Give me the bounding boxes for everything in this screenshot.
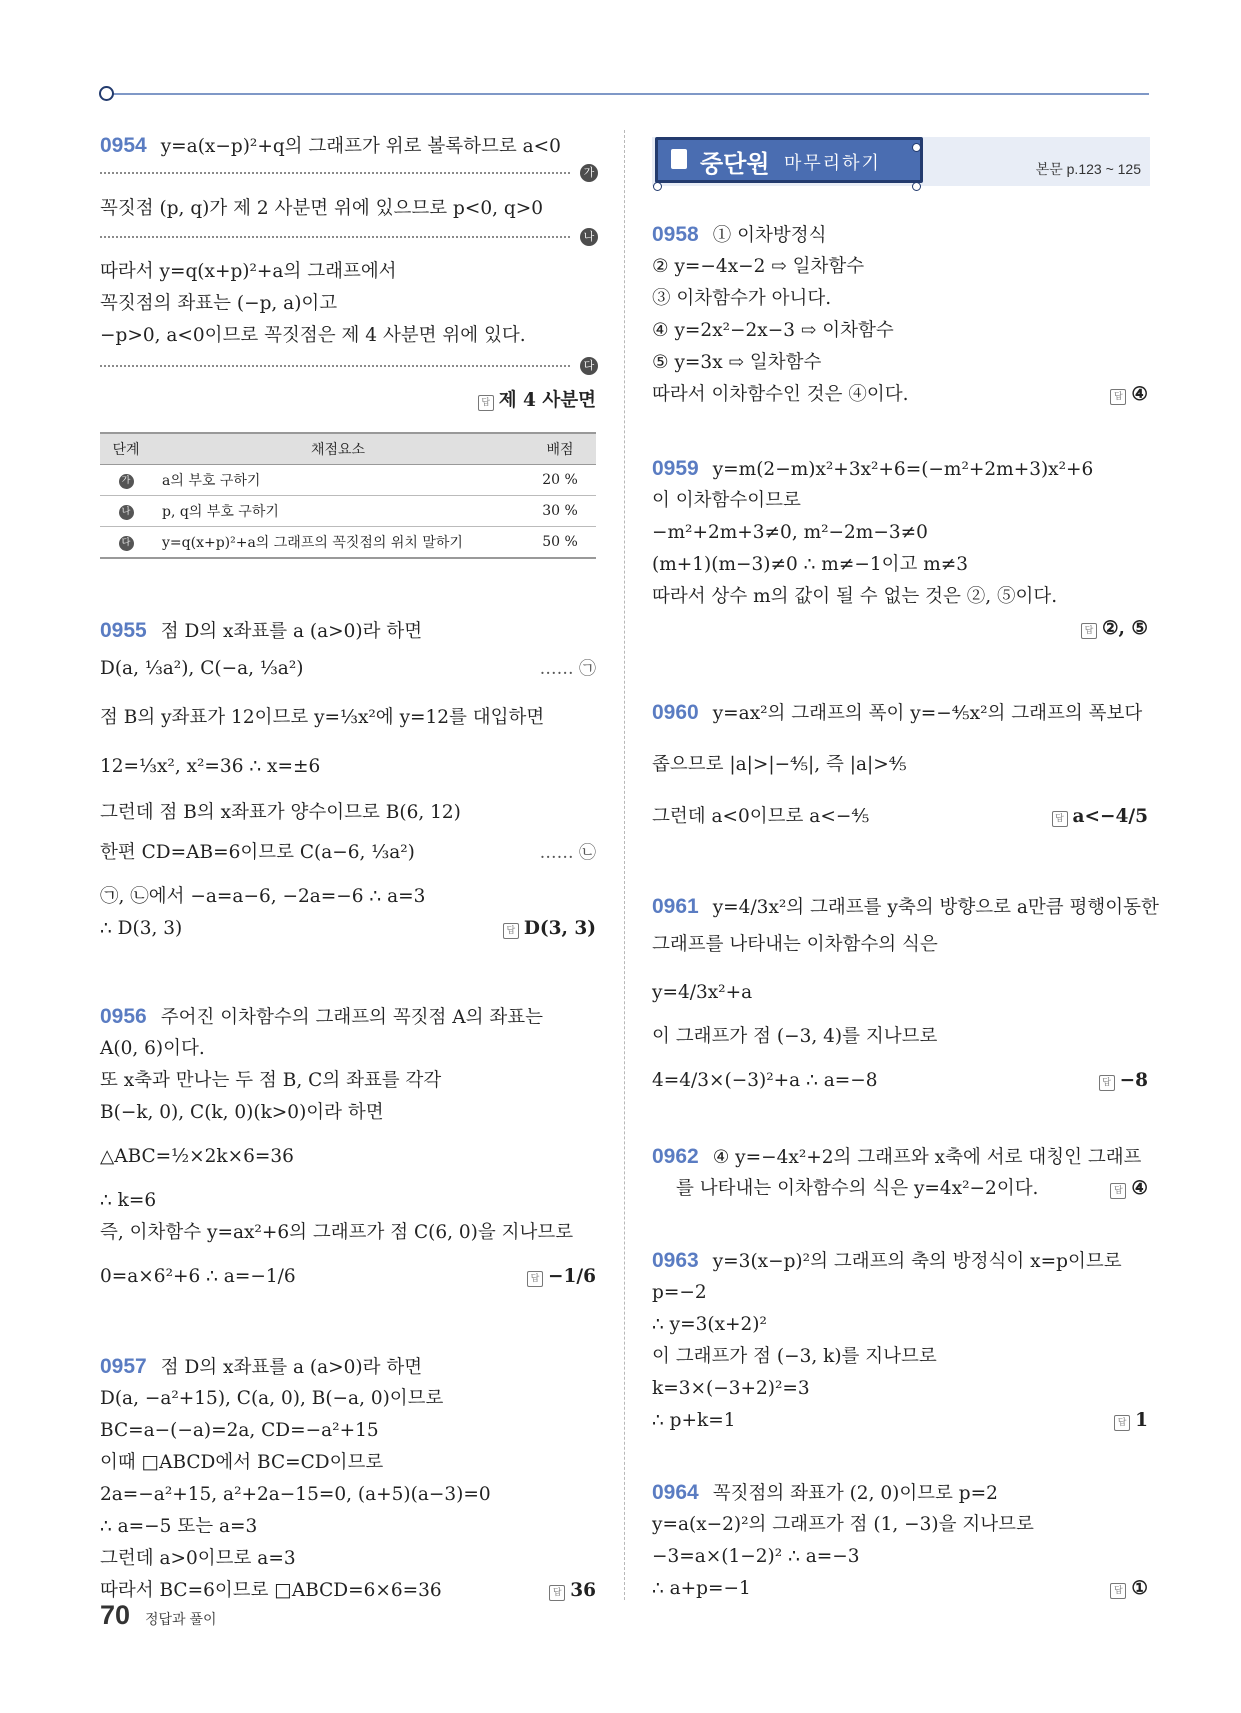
problem-number: 0963: [652, 1249, 699, 1272]
answer-mark-icon: 답: [478, 395, 494, 411]
problem-number: 0962: [652, 1145, 699, 1168]
problem-0957-line7: 그런데 a>0이므로 a=3: [100, 1548, 296, 1569]
problem-0955-line7: ㉠, ㉡에서 −a=a−6, −2a=−6 ∴ a=3: [100, 886, 426, 907]
answer-mark-icon: 답: [1052, 811, 1068, 827]
problem-0956-line1: 0956 주어진 이차함수의 그래프의 꼭짓점 A의 좌표는: [100, 1005, 544, 1028]
problem-0962-line2: 를 나타내는 이차함수의 식은 y=4x²−2이다.: [676, 1178, 1039, 1199]
answer-0958: 답 ④: [1110, 382, 1148, 408]
problem-0954-line4: 꼭짓점의 좌표는 (−p, a)이고: [100, 293, 338, 314]
answer-mark-icon: 답: [1110, 1183, 1126, 1199]
problem-0963-line1: 0963 y=3(x−p)²의 그래프의 축의 방정식이 x=p이므로: [652, 1249, 1122, 1272]
answer-0959: 답 ②, ⑤: [1081, 616, 1148, 642]
problem-0958-line6: 따라서 이차함수인 것은 ④이다.: [652, 384, 909, 405]
problem-0958-line3: ③ 이차함수가 아니다.: [652, 288, 832, 309]
table-cell: a의 부호 구하기: [152, 465, 524, 496]
step-badge: 가: [580, 164, 598, 182]
step-badge: 나: [119, 505, 134, 520]
answer-mark-icon: 답: [549, 1585, 565, 1601]
footer-label: 정답과 풀이: [145, 1611, 217, 1627]
problem-number: 0956: [100, 1005, 147, 1028]
problem-number: 0959: [652, 457, 699, 480]
problem-0959-line2: 이 이차함수이므로: [652, 490, 801, 511]
answer-0955: 답 D(3, 3): [503, 916, 596, 942]
problem-0956-line5: △ABC=½×2k×6=36: [100, 1146, 294, 1167]
problem-0963-line2: p=−2: [652, 1282, 707, 1303]
table-header: 채점요소: [152, 433, 524, 465]
problem-number: 0955: [100, 619, 147, 642]
table-cell: 20 %: [524, 465, 596, 496]
problem-0963-line4: 이 그래프가 점 (−3, k)를 지나므로: [652, 1346, 937, 1367]
answer-mark-icon: 답: [1114, 1415, 1130, 1431]
problem-number: 0954: [100, 134, 147, 157]
problem-0961-line4: 이 그래프가 점 (−3, 4)를 지나므로: [652, 1026, 938, 1047]
problem-0957-line6: ∴ a=−5 또는 a=3: [100, 1516, 258, 1537]
answer-mark-icon: 답: [1099, 1075, 1115, 1091]
problem-0957-line1: 0957 점 D의 x좌표를 a (a>0)라 하면: [100, 1355, 423, 1378]
right-column: [652, 0, 1159, 1713]
answer-0964: 답 ①: [1110, 1576, 1148, 1602]
problem-0961-line3: y=4/3x²+a: [652, 982, 753, 1003]
table-cell: 50 %: [524, 527, 596, 559]
column-divider: [624, 130, 625, 1600]
problem-0962-line1: 0962 ④ y=−4x²+2의 그래프와 x축에 서로 대칭인 그래프: [652, 1145, 1142, 1168]
problem-number: 0957: [100, 1355, 147, 1378]
problem-0955-line6: 한편 CD=AB=6이므로 C(a−6, ⅓a²): [100, 842, 415, 863]
step-badge: 나: [580, 228, 598, 246]
problem-0957-line8: 따라서 BC=6이므로 □ABCD=6×6=36: [100, 1580, 442, 1601]
answer-mark-icon: 답: [503, 923, 519, 939]
problem-0958-line2: ② y=−4x−2 ⇨ 일차함수: [652, 256, 865, 277]
problem-0960-line1: 0960 y=ax²의 그래프의 폭이 y=−⅘x²의 그래프의 폭보다: [652, 701, 1143, 724]
problem-0954-line3: 따라서 y=q(x+p)²+a의 그래프에서: [100, 261, 397, 282]
table-cell: y=q(x+p)²+a의 그래프의 꼭짓점의 위치 말하기: [152, 527, 524, 559]
problem-0956-line4: B(−k, 0), C(k, 0)(k>0)이라 하면: [100, 1102, 384, 1123]
problem-0956-line8: 0=a×6²+6 ∴ a=−1/6: [100, 1266, 296, 1287]
problem-0954-line5: −p>0, a<0이므로 꼭짓점은 제 4 사분면 위에 있다.: [100, 325, 526, 346]
table-header: 단계: [100, 433, 152, 465]
problem-0955-line4: 12=⅓x², x²=36 ∴ x=±6: [100, 756, 321, 777]
banner-title: 중단원: [700, 151, 770, 178]
problem-0960-line3: 그런데 a<0이므로 a<−⅘: [652, 806, 870, 827]
page-number: 70: [100, 1600, 131, 1630]
problem-0961-line1: 0961 y=4/3x²의 그래프를 y축의 방향으로 a만큼 평행이동한: [652, 895, 1159, 918]
problem-0955-line2: D(a, ⅓a²), C(−a, ⅓a²): [100, 658, 304, 679]
problem-number: 0961: [652, 895, 699, 918]
answer-mark-icon: 답: [1110, 389, 1126, 405]
problem-0963-line6: ∴ p+k=1: [652, 1410, 736, 1431]
page-reference: 본문 p.123 ~ 125: [1035, 161, 1141, 177]
problem-0964-line2: y=a(x−2)²의 그래프가 점 (1, −3)을 지나므로: [652, 1514, 1034, 1535]
step-badge: 다: [119, 536, 134, 551]
answer-mark-icon: 답: [527, 1271, 543, 1287]
answer-0961: 답 −8: [1099, 1068, 1148, 1094]
answer-mark-icon: 답: [1110, 1583, 1126, 1599]
problem-number: 0958: [652, 223, 699, 246]
problem-0964-line4: ∴ a+p=−1: [652, 1578, 751, 1599]
step-badge: 가: [119, 474, 134, 489]
problem-0957-line2: D(a, −a²+15), C(a, 0), B(−a, 0)이므로: [100, 1388, 444, 1409]
problem-number: 0960: [652, 701, 699, 724]
problem-0958-line4: ④ y=2x²−2x−3 ⇨ 이차함수: [652, 320, 894, 341]
answer-0956: 답 −1/6: [527, 1264, 596, 1290]
problem-0955-line3: 점 B의 y좌표가 12이므로 y=⅓x²에 y=12를 대입하면: [100, 707, 545, 728]
problem-0958-line1: 0958 ① 이차방정식: [652, 223, 827, 246]
problem-0956-line3: 또 x축과 만나는 두 점 B, C의 좌표를 각각: [100, 1070, 442, 1091]
problem-0964-line3: −3=a×(1−2)² ∴ a=−3: [652, 1546, 860, 1567]
answer-0960: 답 a<−4/5: [1052, 804, 1149, 830]
table-header: 배점: [524, 433, 596, 465]
problem-0958-line5: ⑤ y=3x ⇨ 일차함수: [652, 352, 822, 373]
answer-0963: 답 1: [1114, 1408, 1148, 1434]
problem-0954-line2: 꼭짓점 (p, q)가 제 2 사분면 위에 있으므로 p<0, q>0: [100, 198, 543, 219]
problem-0957-line4: 이때 □ABCD에서 BC=CD이므로: [100, 1452, 384, 1473]
problem-0963-line5: k=3×(−3+2)²=3: [652, 1378, 810, 1399]
problem-0961-line2: 그래프를 나타내는 이차함수의 식은: [652, 934, 938, 955]
problem-0963-line3: ∴ y=3(x+2)²: [652, 1314, 767, 1335]
problem-0959-line4: (m+1)(m−3)≠0 ∴ m≠−1이고 m≠3: [652, 554, 969, 575]
answer-0962: 답 ④: [1110, 1176, 1148, 1202]
problem-0956-line7: 즉, 이차함수 y=ax²+6의 그래프가 점 C(6, 0)을 지나므로: [100, 1222, 574, 1243]
answer-0954: 답 제 4 사분면: [478, 388, 596, 414]
table-cell: p, q의 부호 구하기: [152, 496, 524, 527]
problem-0957-line3: BC=a−(−a)=2a, CD=−a²+15: [100, 1420, 379, 1441]
answer-mark-icon: 답: [1081, 623, 1097, 639]
table-cell: 30 %: [524, 496, 596, 527]
problem-0956-line6: ∴ k=6: [100, 1190, 157, 1211]
step-badge: 다: [580, 357, 598, 375]
problem-0960-line2: 좁으므로 |a|>|−⅘|, 즉 |a|>⅘: [652, 754, 907, 775]
equation-tag: …… ㉠: [539, 659, 596, 679]
problem-0955-line8: ∴ D(3, 3): [100, 918, 183, 939]
left-column-lower: [100, 0, 596, 1713]
problem-number: 0964: [652, 1481, 699, 1504]
problem-0959-line1: 0959 y=m(2−m)x²+3x²+6=(−m²+2m+3)x²+6: [652, 457, 1094, 480]
problem-0959-line5: 따라서 상수 m의 값이 될 수 없는 것은 ②, ⑤이다.: [652, 586, 1058, 607]
problem-0955-line1: 0955 점 D의 x좌표를 a (a>0)라 하면: [100, 619, 423, 642]
problem-0957-line5: 2a=−a²+15, a²+2a−15=0, (a+5)(a−3)=0: [100, 1484, 491, 1505]
problem-0956-line2: A(0, 6)이다.: [100, 1038, 205, 1059]
problem-0961-line5: 4=4/3×(−3)²+a ∴ a=−8: [652, 1070, 878, 1091]
problem-0964-line1: 0964 꼭짓점의 좌표가 (2, 0)이므로 p=2: [652, 1481, 998, 1504]
answer-0957: 답 36: [549, 1578, 596, 1604]
problem-0959-line3: −m²+2m+3≠0, m²−2m−3≠0: [652, 522, 928, 543]
problem-0954-line1: 0954 y=a(x−p)²+q의 그래프가 위로 볼록하므로 a<0: [100, 134, 561, 157]
banner-subtitle: 마무리하기: [784, 153, 881, 174]
equation-tag: …… ㉡: [539, 843, 596, 863]
problem-0955-line5: 그런데 점 B의 x좌표가 양수이므로 B(6, 12): [100, 802, 461, 823]
